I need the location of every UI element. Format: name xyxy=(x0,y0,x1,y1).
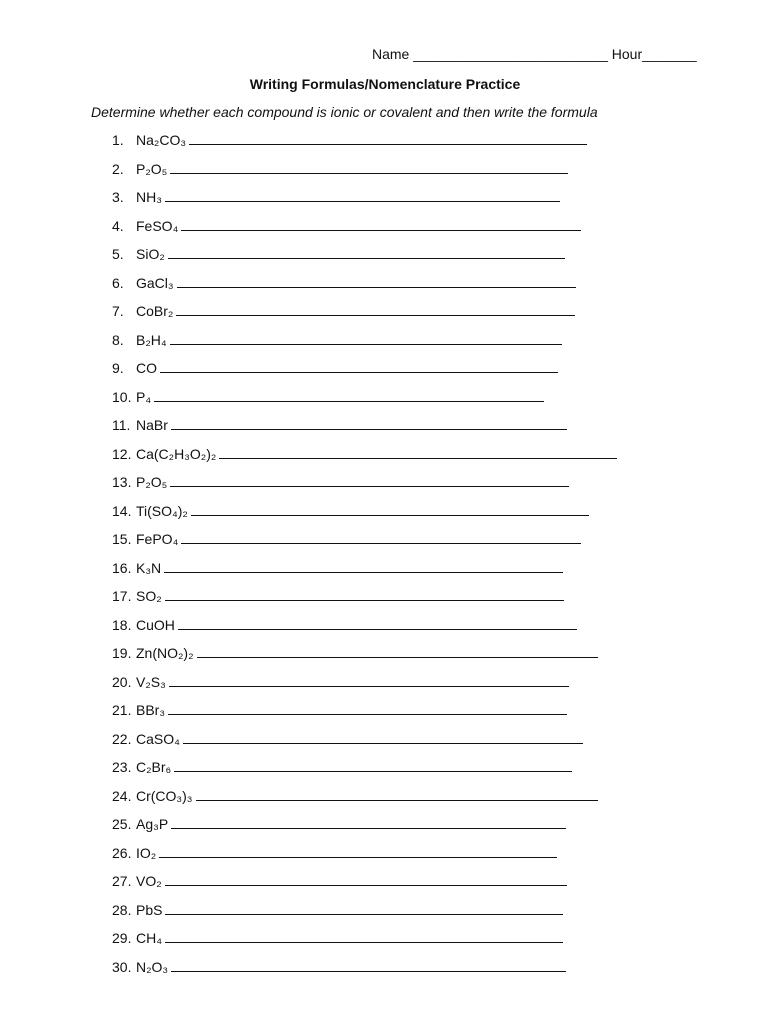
answer-line[interactable] xyxy=(170,473,569,487)
compound-formula: GaCl₃ xyxy=(136,274,174,291)
question-number: 7. xyxy=(112,303,124,319)
question-item xyxy=(112,131,617,160)
question-number: 13. xyxy=(112,474,132,490)
answer-line[interactable] xyxy=(177,274,576,288)
compound-formula: CuOH xyxy=(136,616,175,633)
question-item xyxy=(112,160,617,189)
question-number: 12. xyxy=(112,445,132,462)
answer-line[interactable] xyxy=(181,530,581,544)
question-item xyxy=(112,331,617,360)
question-number: 22. xyxy=(112,730,132,747)
compound-formula: BBr₃ xyxy=(136,702,166,718)
compound-formula: Zn(NO₂)₂ xyxy=(136,645,194,661)
answer-line[interactable] xyxy=(178,616,577,630)
question-number: 3. xyxy=(112,189,124,205)
answer-line[interactable] xyxy=(154,388,544,402)
question-item xyxy=(112,587,617,616)
answer-line[interactable] xyxy=(176,302,575,316)
hour-field-label[interactable]: Hour_______ xyxy=(611,46,697,62)
question-number: 26. xyxy=(112,844,132,861)
question-item xyxy=(112,359,617,388)
answer-line[interactable] xyxy=(181,217,581,231)
compound-formula: B₂H₄ xyxy=(136,331,167,348)
question-number: 19. xyxy=(112,645,132,661)
question-number: 15. xyxy=(112,531,132,547)
question-number: 11. xyxy=(112,417,131,433)
answer-line[interactable] xyxy=(183,730,583,744)
question-item xyxy=(112,502,617,531)
answer-line[interactable] xyxy=(169,673,569,687)
answer-line[interactable] xyxy=(191,502,589,516)
question-number: 8. xyxy=(112,331,124,348)
question-item xyxy=(112,388,617,417)
question-item xyxy=(112,616,617,645)
question-item xyxy=(112,274,617,303)
question-number: 6. xyxy=(112,274,124,291)
answer-line[interactable] xyxy=(160,359,558,373)
question-number: 25. xyxy=(112,816,132,832)
question-number: 2. xyxy=(112,160,124,177)
answer-line[interactable] xyxy=(170,160,568,174)
question-item xyxy=(112,758,617,787)
question-item xyxy=(112,730,617,759)
compound-formula: C₂Br₆ xyxy=(136,759,172,775)
question-item xyxy=(112,188,617,217)
question-number: 29. xyxy=(112,930,132,946)
answer-line[interactable] xyxy=(165,872,567,886)
answer-line[interactable] xyxy=(168,245,565,259)
question-number: 30. xyxy=(112,958,132,975)
question-item xyxy=(112,217,617,246)
question-number: 16. xyxy=(112,559,132,576)
question-item xyxy=(112,644,617,673)
question-item xyxy=(112,530,617,559)
compound-formula: K₃N xyxy=(136,559,162,576)
compound-formula: CaSO₄ xyxy=(136,730,180,747)
compound-formula: V₂S₃ xyxy=(136,673,166,690)
answer-line[interactable] xyxy=(159,844,557,858)
answer-line[interactable] xyxy=(196,787,598,801)
question-number: 21. xyxy=(112,702,132,718)
compound-formula: SO₂ xyxy=(136,588,162,604)
answer-line[interactable] xyxy=(171,416,567,430)
question-item xyxy=(112,416,617,445)
compound-formula: P₂O₅ xyxy=(136,160,168,177)
compound-formula: IO₂ xyxy=(136,844,157,861)
question-item xyxy=(112,815,617,844)
compound-formula: FePO₄ xyxy=(136,531,179,547)
answer-line[interactable] xyxy=(170,331,562,345)
compound-formula: SiO₂ xyxy=(136,246,165,262)
question-item xyxy=(112,302,617,331)
compound-formula: N₂O₃ xyxy=(136,958,169,975)
name-field-label[interactable]: Name _________________________ xyxy=(372,46,608,62)
compound-formula: PbS xyxy=(136,901,163,918)
compound-formula: NaBr xyxy=(136,417,168,433)
question-number: 10. xyxy=(112,388,132,405)
compound-formula: NH₃ xyxy=(136,189,162,205)
question-number: 24. xyxy=(112,787,132,804)
answer-line[interactable] xyxy=(165,587,564,601)
question-item xyxy=(112,929,617,958)
answer-line[interactable] xyxy=(174,758,572,772)
question-list xyxy=(112,131,617,986)
question-number: 9. xyxy=(112,360,124,376)
question-item xyxy=(112,958,617,987)
question-number: 20. xyxy=(112,673,132,690)
question-number: 5. xyxy=(112,246,124,262)
compound-formula: Na₂CO₃ xyxy=(136,132,187,148)
worksheet-title: Writing Formulas/Nomenclature Practice xyxy=(249,76,521,92)
compound-formula: Cr(CO₃)₃ xyxy=(136,787,193,804)
question-number: 14. xyxy=(112,502,132,519)
compound-formula: Ca(C₂H₃O₂)₂ xyxy=(136,445,217,462)
question-number: 27. xyxy=(112,873,132,889)
answer-line[interactable] xyxy=(165,929,563,943)
compound-formula: CH₄ xyxy=(136,930,162,946)
question-item xyxy=(112,701,617,730)
answer-line[interactable] xyxy=(168,701,567,715)
answer-line[interactable] xyxy=(164,559,563,573)
compound-formula: VO₂ xyxy=(136,873,162,889)
compound-formula: Ag₃P xyxy=(136,816,169,832)
question-number: 23. xyxy=(112,759,132,775)
question-number: 28. xyxy=(112,901,132,918)
compound-formula: P₂O₅ xyxy=(136,474,168,490)
question-item xyxy=(112,787,617,816)
question-item xyxy=(112,559,617,588)
question-item xyxy=(112,901,617,930)
question-item xyxy=(112,872,617,901)
answer-line[interactable] xyxy=(197,644,598,658)
question-item xyxy=(112,473,617,502)
question-number: 1. xyxy=(112,132,124,148)
question-number: 17. xyxy=(112,588,132,604)
answer-line[interactable] xyxy=(171,815,566,829)
answer-line[interactable] xyxy=(219,445,617,459)
question-item xyxy=(112,673,617,702)
compound-formula: FeSO₄ xyxy=(136,217,179,234)
worksheet-instructions: Determine whether each compound is ionic or covalent and then write the formula xyxy=(91,104,598,120)
answer-line[interactable] xyxy=(171,958,566,972)
answer-line[interactable] xyxy=(189,131,587,145)
compound-formula: P₄ xyxy=(136,388,152,405)
question-number: 18. xyxy=(112,616,132,633)
answer-line[interactable] xyxy=(165,188,560,202)
compound-formula: Ti(SO₄)₂ xyxy=(136,502,188,519)
question-item xyxy=(112,445,617,474)
student-info-header xyxy=(372,46,697,62)
compound-formula: CO xyxy=(136,360,157,376)
question-item xyxy=(112,245,617,274)
compound-formula: CoBr₂ xyxy=(136,303,174,319)
question-item xyxy=(112,844,617,873)
question-number: 4. xyxy=(112,217,124,234)
answer-line[interactable] xyxy=(165,901,563,915)
